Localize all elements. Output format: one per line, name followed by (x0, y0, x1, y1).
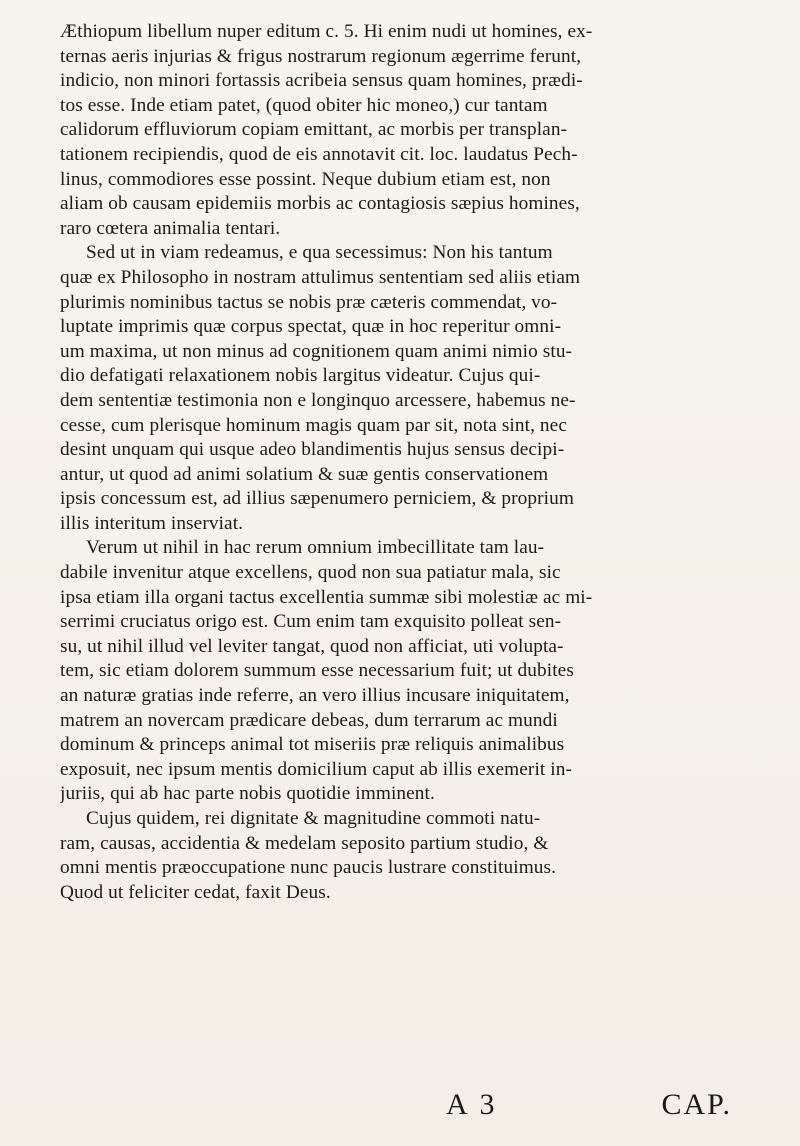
text-line: juriis, qui ab hac parte nobis quotidie imminent. (60, 783, 435, 805)
paragraph-start-line: Cujus quidem, rei dignitate & magnitudine commoti natu- (86, 808, 541, 829)
catchword: CAP. (661, 1088, 732, 1121)
text-line: ram, causas, accidentia & medelam seposito partium studio, & (60, 832, 549, 854)
text-line: linus, commodiores esse possint. Neque dubium etiam est, non (60, 168, 551, 190)
paragraph-start-line: Sed ut in viam redeamus, e qua secessimus: Non his tantum (86, 242, 553, 264)
text-line: omni mentis præoccupatione nunc paucis lustrare constituimus. (60, 857, 557, 879)
text-line: Æthiopum libellum nuper editum c. 5. Hi enim nudi ut homines, ex- (60, 21, 593, 42)
signature-mark: A 3 (446, 1088, 498, 1121)
text-line: plurimis nominibus tactus se nobis præ cæteris commendat, vo- (60, 291, 558, 313)
text-line: tem, sic etiam dolorem summum esse necessarium fuit; ut dubites (60, 660, 574, 682)
text-line: serrimi cruciatus origo est. Cum enim tam exquisito polleat sen- (60, 611, 562, 633)
text-line: indicio, non minori fortassis acribeia sensus quam homines, prædi- (60, 70, 583, 92)
text-line: quæ ex Philosopho in nostram attulimus sententiam sed aliis etiam (60, 266, 581, 288)
text-line: desint unquam qui usque adeo blandimentis hujus sensus decipi- (60, 439, 565, 461)
text-line: ipsa etiam illa organi tactus excellentia summæ sibi molestiæ ac mi- (60, 586, 593, 608)
text-line: illis interitum inserviat. (60, 512, 244, 534)
text-line: su, ut nihil illud vel leviter tangat, quod non afficiat, uti volupta- (60, 635, 564, 657)
text-line: matrem an novercam prædicare debeas, dum terrarum ac mundi (60, 709, 558, 731)
text-line: ternas aeris injurias & frigus nostrarum regionum ægerrime ferunt, (60, 45, 582, 67)
text-line: exposuit, nec ipsum mentis domicilium caput ab illis exemerit in- (60, 758, 573, 780)
text-line: ipsis concessum est, ad illius sæpenumero perniciem, & proprium (60, 488, 574, 510)
text-line: tos esse. Inde etiam patet, (quod obiter hic moneo,) cur tantam (60, 94, 548, 116)
text-line: dio defatigati relaxationem nobis largitus videatur. Cujus qui- (60, 365, 541, 387)
text-line: an naturæ gratias inde referre, an vero illius incusare iniquitatem, (60, 685, 570, 707)
text-line: cesse, cum plerisque hominum magis quam par sit, nota sint, nec (60, 414, 567, 436)
paragraph-start-line: Verum ut nihil in hac rerum omnium imbecillitate tam lau- (86, 537, 545, 559)
text-line: Quod ut feliciter cedat, faxit Deus. (60, 881, 331, 903)
text-line: dem sententiæ testimonia non e longinquo arcessere, habemus ne- (60, 389, 576, 411)
text-line: um maxima, ut non minus ad cognitionem quam animi nimio stu- (60, 340, 573, 362)
latin-text-block (60, 20, 742, 905)
text-line: luptate imprimis quæ corpus spectat, quæ in hoc reperitur omni- (60, 316, 562, 338)
text-line: calidorum effluviorum copiam emittant, ac morbis per transplan- (60, 119, 568, 141)
page-footer (60, 1088, 742, 1122)
text-line: tationem recipiendis, quod de eis annotavit cit. loc. laudatus Pech- (60, 143, 578, 165)
text-line: raro cœtera animalia tentari. (60, 217, 281, 239)
text-line: aliam ob causam epidemiis morbis ac contagiosis sæpius homines, (60, 193, 580, 215)
text-line: dominum & princeps animal tot miseriis præ reliquis animalibus (60, 734, 565, 756)
text-line: dabile invenitur atque excellens, quod non sua patiatur mala, sic (60, 562, 561, 584)
text-line: antur, ut quod ad animi solatium & suæ gentis conservationem (60, 463, 549, 485)
